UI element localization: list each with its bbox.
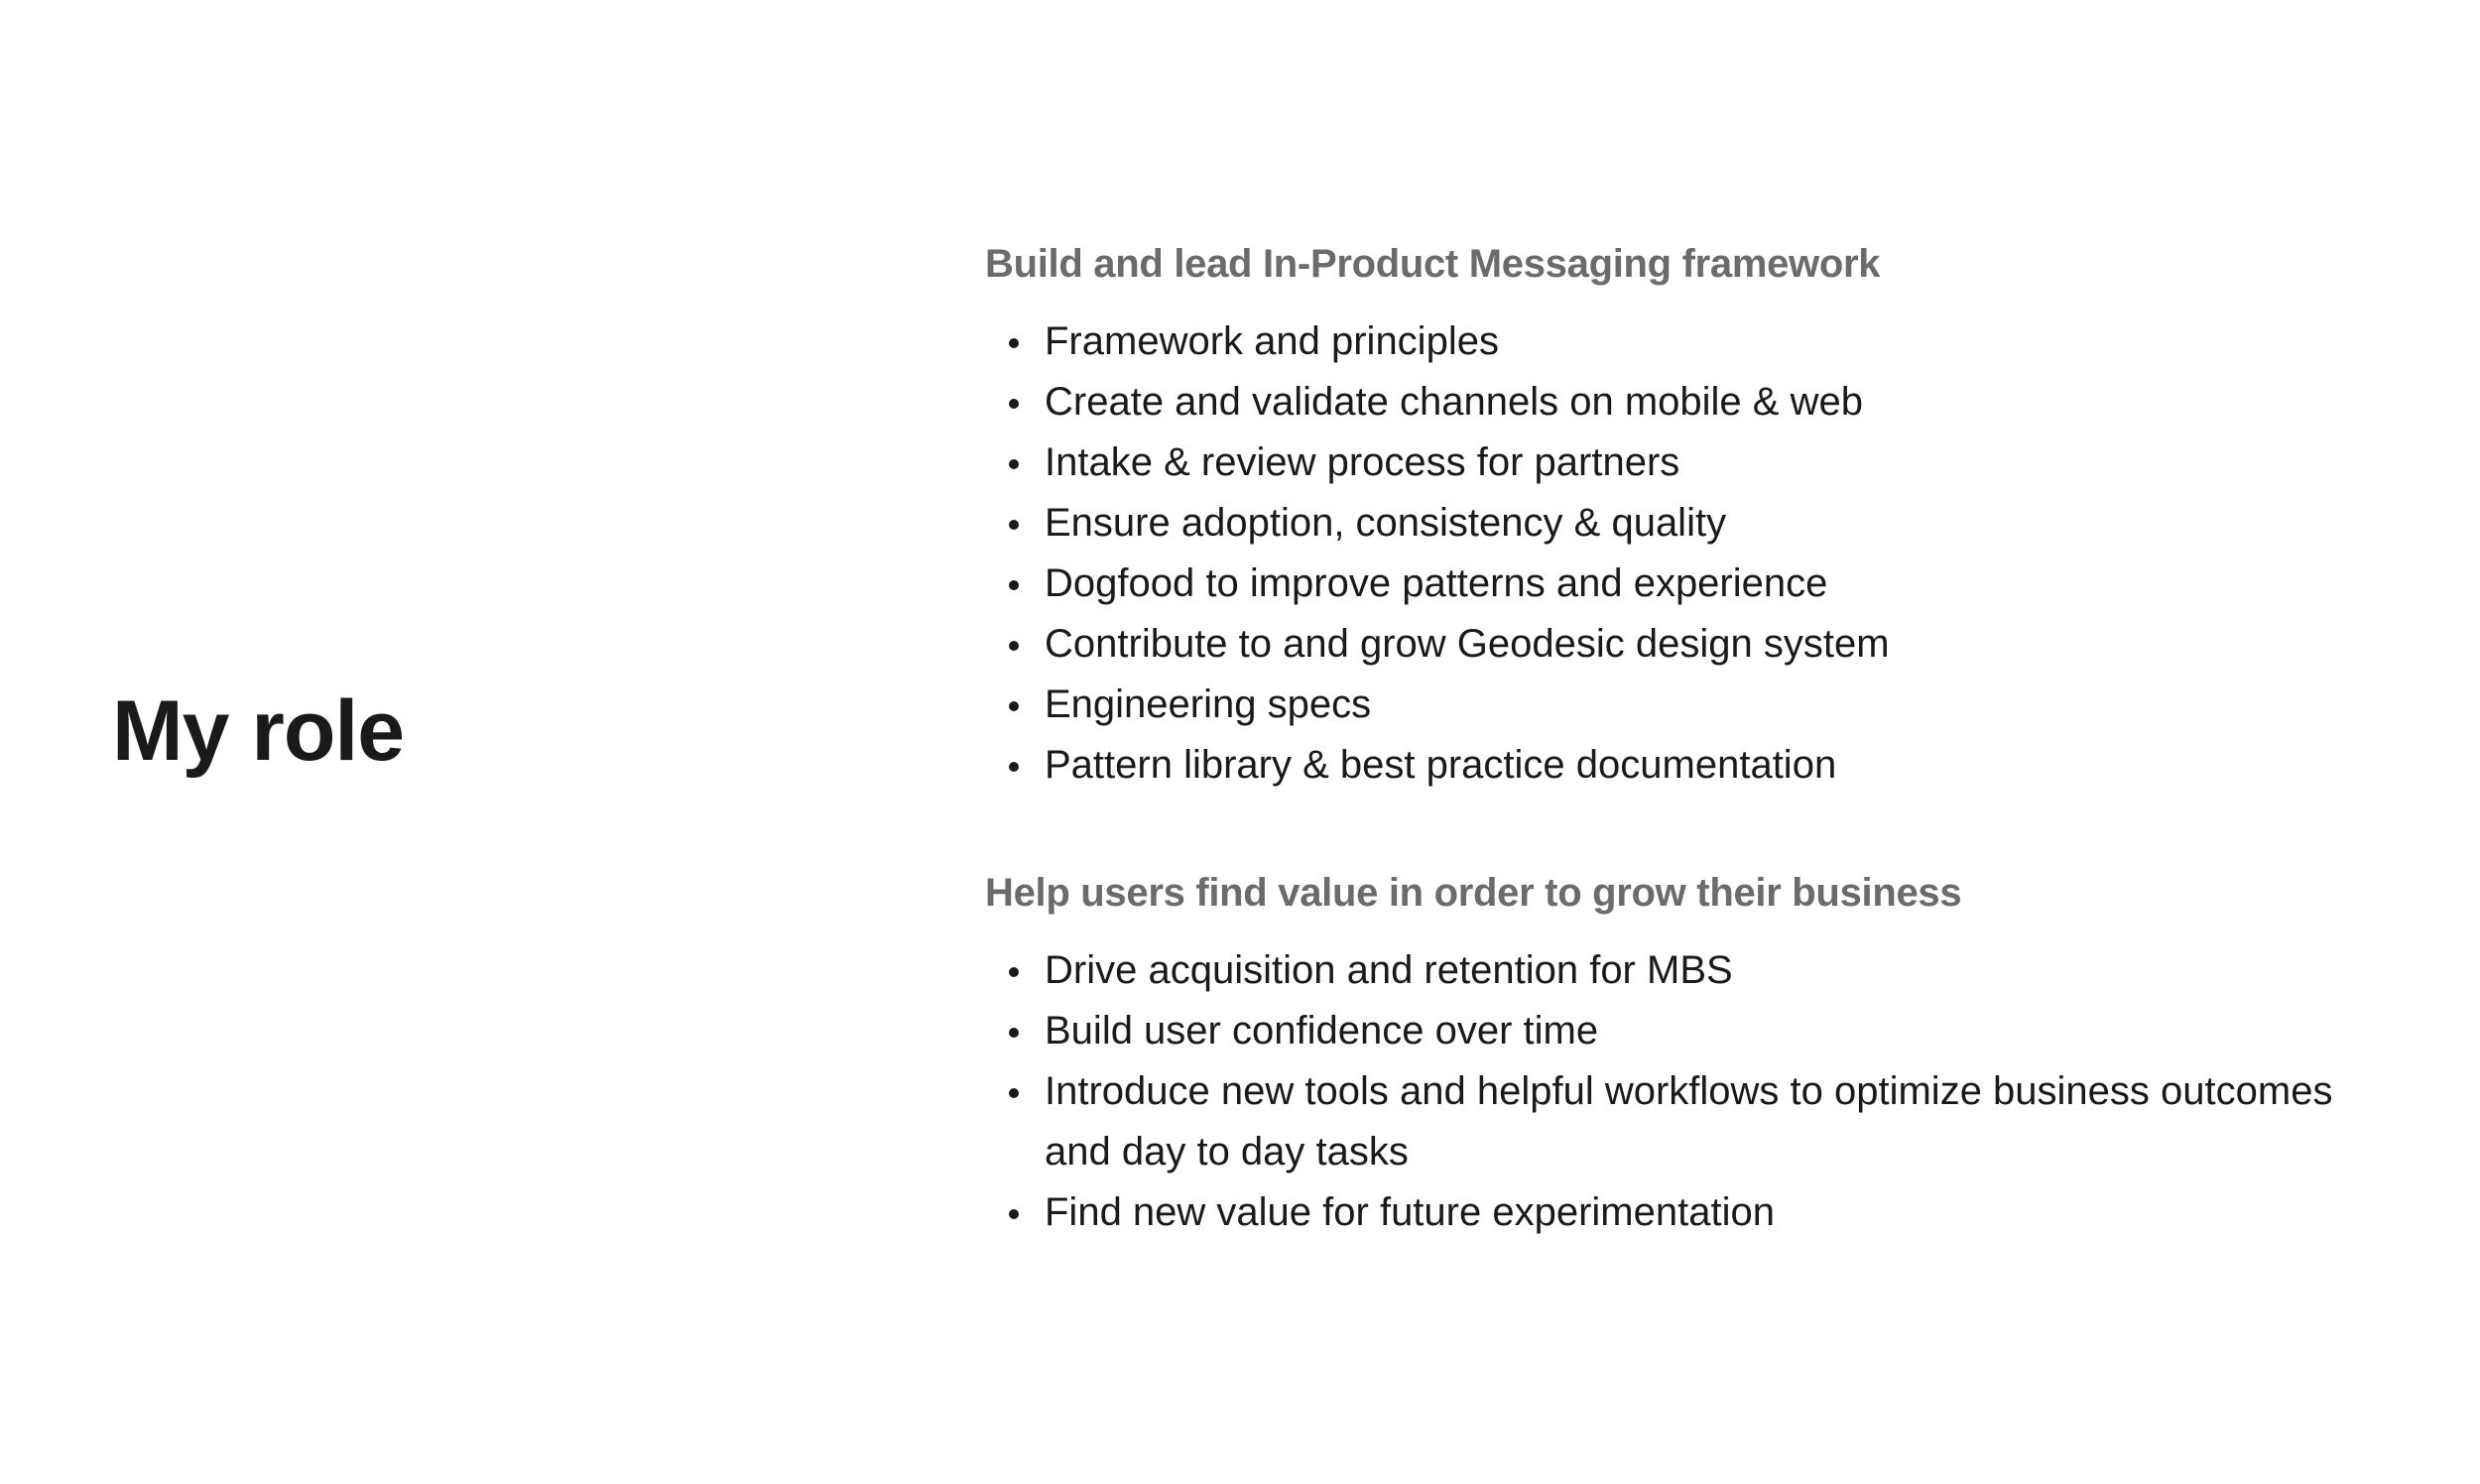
bullet-dot-icon: [1009, 580, 1019, 590]
list-item: [1045, 1061, 2374, 1182]
list-item-text: Framework and principles: [1045, 319, 1499, 363]
list-item-text: Build user confidence over time: [1045, 1009, 1599, 1052]
section-heading: Help users find value in order to grow their business: [985, 871, 1962, 915]
list-item: [1045, 735, 2374, 796]
bullet-dot-icon: [1009, 1028, 1019, 1038]
list-item-text: Dogfood to improve patterns and experience: [1045, 561, 1828, 605]
list-item: [1045, 1182, 2374, 1243]
bullet-dot-icon: [1009, 459, 1019, 469]
list-item: [1045, 554, 2374, 614]
section-heading: Build and lead In-Product Messaging framework: [985, 242, 1881, 286]
list-item: [1045, 433, 2374, 493]
list-item: [1045, 675, 2374, 735]
bullet-dot-icon: [1009, 520, 1019, 530]
list-item-text: Engineering specs: [1045, 682, 1372, 726]
list-item-text: Find new value for future experimentation: [1045, 1190, 1775, 1234]
list-item-text: Introduce new tools and helpful workflows to optimize business outcomes and day to day tasks: [1045, 1069, 2333, 1174]
role-content: [985, 238, 2374, 1243]
bullet-dot-icon: [1009, 762, 1019, 772]
list-item-text: Drive acquisition and retention for MBS: [1045, 948, 1733, 992]
bullet-dot-icon: [1009, 967, 1019, 977]
bullet-list: [985, 311, 2374, 796]
list-item-text: Intake & review process for partners: [1045, 440, 1680, 484]
list-item-text: Ensure adoption, consistency & quality: [1045, 501, 1727, 545]
list-item: [1045, 1001, 2374, 1061]
list-item: [1045, 311, 2374, 372]
bullet-list: [985, 940, 2374, 1243]
list-item-text: Pattern library & best practice documentation: [1045, 743, 1837, 787]
bullet-dot-icon: [1009, 1209, 1019, 1219]
bullet-dot-icon: [1009, 338, 1019, 348]
list-item: [1045, 493, 2374, 554]
list-item: [1045, 940, 2374, 1001]
bullet-dot-icon: [1009, 1088, 1019, 1098]
list-item-text: Contribute to and grow Geodesic design system: [1045, 622, 1890, 666]
page-title: My role: [112, 683, 405, 779]
section-user-value: [985, 867, 2374, 1243]
list-item-text: Create and validate channels on mobile & web: [1045, 380, 1863, 424]
bullet-dot-icon: [1009, 641, 1019, 651]
section-in-product-messaging: [985, 238, 2374, 796]
list-item: [1045, 614, 2374, 675]
bullet-dot-icon: [1009, 701, 1019, 711]
bullet-dot-icon: [1009, 399, 1019, 409]
list-item: [1045, 372, 2374, 433]
